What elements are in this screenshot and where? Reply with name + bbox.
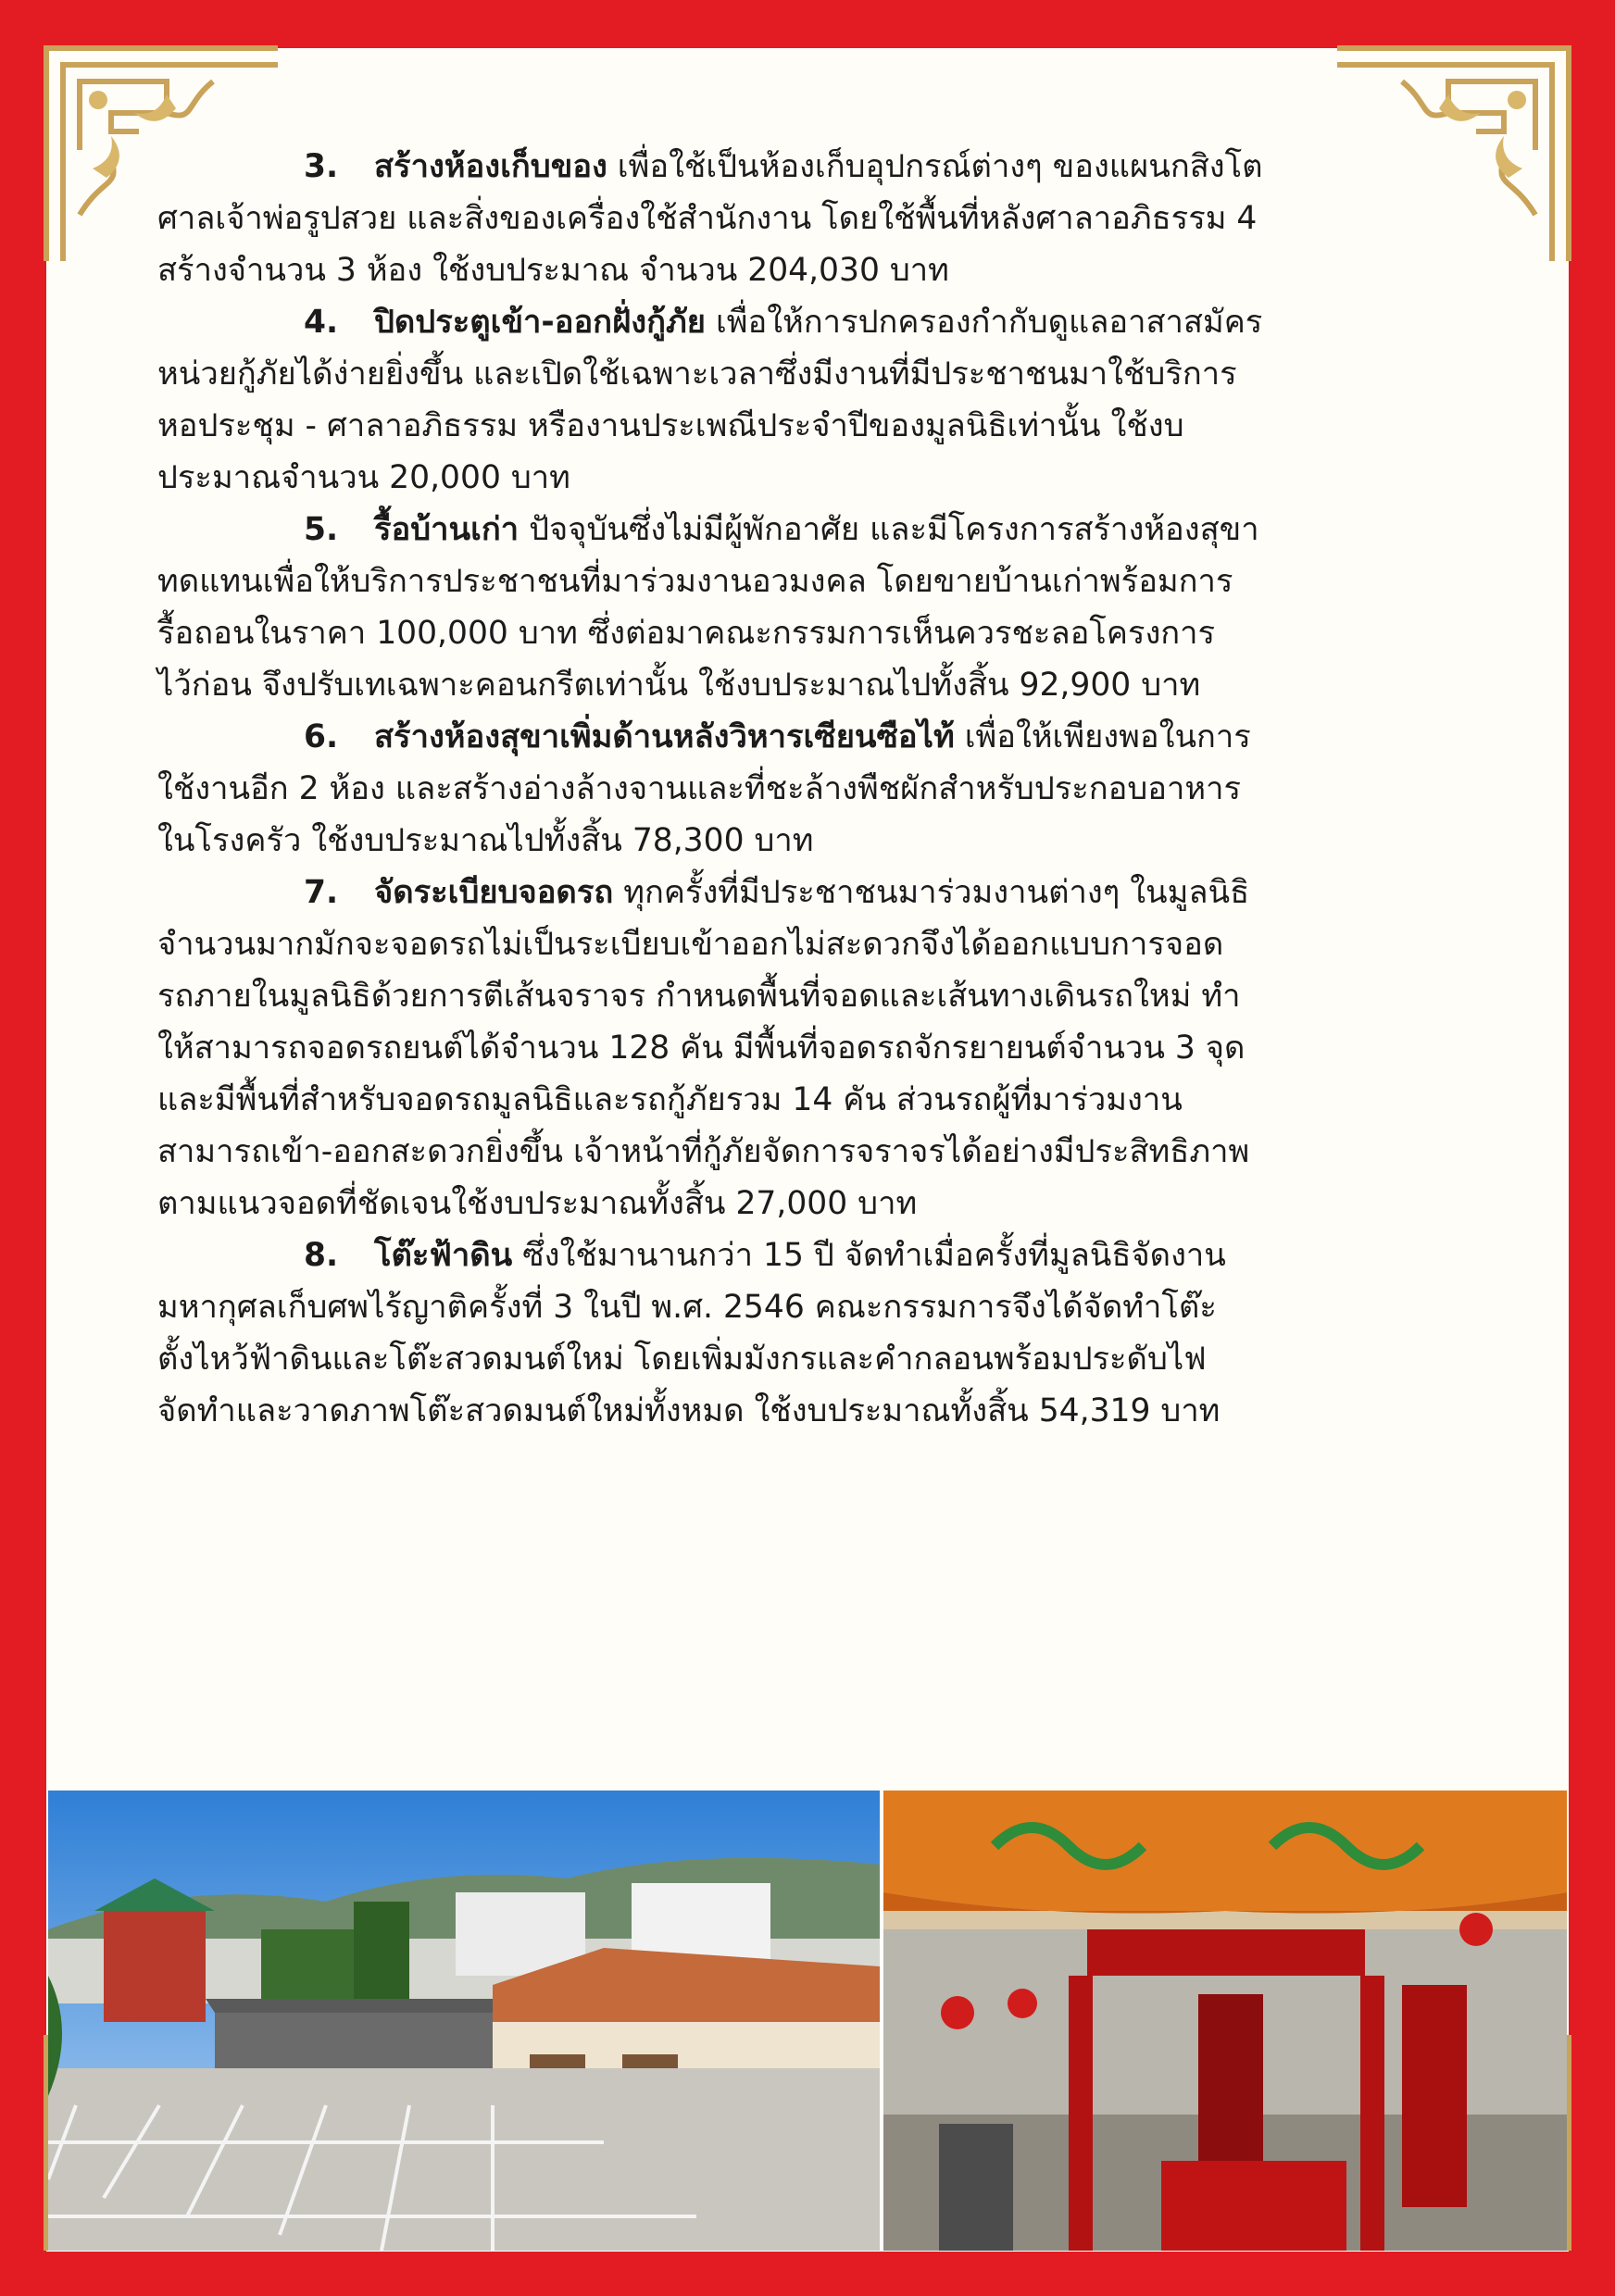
line-text: หอประชุม - ศาลาอภิธรรม หรืองานประเพณีประจำปีของมูลนิธิเท่านั้น ใช้งบ	[157, 407, 1184, 444]
line-text: รถภายในมูลนิธิด้วยการตีเส้นจราจร กำหนดพื้นที่จอดและเส้นทางเดินรถใหม่ ทำ	[157, 978, 1241, 1015]
line-text: ให้สามารถจอดรถยนต์ได้จำนวน 128 คัน มีพื้นที่จอดรถจักรยายนต์จำนวน 3 จุด	[157, 1029, 1246, 1067]
line-text: เพื่อใช้เป็นห้องเก็บอุปกรณ์ต่างๆ ของแผนกสิงโต	[607, 148, 1263, 185]
paragraph-line	[157, 867, 1458, 918]
line-text: ศาลเจ้าพ่อรูปสวย และสิ่งของเครื่องใช้สำนักงาน โดยใช้พื้นที่หลังศาลาอภิธรรม 4	[157, 200, 1258, 237]
line-text: รื้อถอนในราคา 100,000 บาท ซึ่งต่อมาคณะกรรมการเห็นควรชะลอโครงการ	[157, 615, 1216, 652]
paragraph-line	[157, 555, 1458, 607]
paragraph-line	[157, 607, 1458, 659]
item-heading: โต๊ะฟ้าดิน	[374, 1237, 513, 1274]
paragraph-line	[157, 763, 1458, 815]
paragraph-line	[157, 1022, 1458, 1074]
paragraph-line	[157, 141, 1458, 193]
paragraph-line	[157, 815, 1458, 867]
item-number: 3.	[304, 148, 339, 185]
paragraph-line	[157, 1074, 1458, 1126]
paragraph-line	[157, 504, 1458, 555]
parking-lot-photo	[48, 1791, 880, 2251]
line-text: ทดแทนเพื่อให้บริการประชาชนที่มาร่วมงานอวมงคล โดยขายบ้านเก่าพร้อมการ	[157, 563, 1233, 600]
item-paragraph	[157, 867, 1458, 1229]
paragraph-line	[157, 1385, 1458, 1437]
line-text: หน่วยกู้ภัยได้ง่ายยิ่งขึ้น และเปิดใช้เฉพาะเวลาซึ่งมีงานที่มีประชาชนมาใช้บริการ	[157, 356, 1237, 393]
paragraph-line	[157, 918, 1458, 970]
line-text: มหากุศลเก็บศพไร้ญาติครั้งที่ 3 ในปี พ.ศ. 2546 คณะกรรมการจึงได้จัดทำโต๊ะ	[157, 1289, 1217, 1326]
paragraph-line	[157, 296, 1458, 348]
line-text: เพื่อให้เพียงพอในการ	[954, 718, 1251, 755]
item-heading: จัดระเบียบจอดรถ	[374, 874, 614, 911]
line-text: ทุกครั้งที่มีประชาชนมาร่วมงานต่างๆ ในมูลนิธิ	[613, 874, 1250, 911]
paragraph-line	[157, 1333, 1458, 1385]
article-body	[157, 141, 1458, 1437]
photo-strip	[48, 1791, 1567, 2251]
paragraph-line	[157, 1178, 1458, 1229]
item-paragraph	[157, 1229, 1458, 1437]
line-text: ใช้งานอีก 2 ห้อง และสร้างอ่างล้างจานและที่ชะล้างพืชผักสำหรับประกอบอาหาร	[157, 770, 1242, 807]
paragraph-line	[157, 348, 1458, 400]
item-heading: สร้างห้องเก็บของ	[374, 148, 607, 185]
paragraph-line	[157, 970, 1458, 1022]
line-text: สามารถเข้า-ออกสะดวกยิ่งขึ้น เจ้าหน้าที่กู้ภัยจัดการจราจรได้อย่างมีประสิทธิภาพ	[157, 1133, 1250, 1170]
item-number: 6.	[304, 718, 339, 755]
altar-table-photo	[883, 1791, 1567, 2251]
line-text: ในโรงครัว ใช้งบประมาณไปทั้งสิ้น 78,300 บาท	[157, 822, 814, 859]
item-number: 4.	[304, 304, 339, 341]
paragraph-line	[157, 400, 1458, 452]
line-text: ตั้งไหว้ฟ้าดินและโต๊ะสวดมนต์ใหม่ โดยเพิ่มมังกรและคำกลอนพร้อมประดับไฟ	[157, 1341, 1207, 1378]
line-text: สร้างจำนวน 3 ห้อง ใช้งบประมาณ จำนวน 204,030 บาท	[157, 252, 949, 289]
line-text: ตามแนวจอดที่ชัดเจนใช้งบประมาณทั้งสิ้น 27,000 บาท	[157, 1185, 918, 1222]
paragraph-line	[157, 711, 1458, 763]
line-text: จำนวนมากมักจะจอดรถไม่เป็นระเบียบเข้าออกไม่สะดวกจึงได้ออกแบบการจอด	[157, 926, 1224, 963]
paragraph-line	[157, 1126, 1458, 1178]
item-paragraph	[157, 296, 1458, 504]
paragraph-line	[157, 244, 1458, 296]
paragraph-line	[157, 1281, 1458, 1333]
item-number: 7.	[304, 874, 339, 911]
item-number: 5.	[304, 511, 339, 548]
item-paragraph	[157, 504, 1458, 711]
item-number: 8.	[304, 1237, 339, 1274]
line-text: และมีพื้นที่สำหรับจอดรถมูลนิธิและรถกู้ภัยรวม 14 คัน ส่วนรถผู้ที่มาร่วมงาน	[157, 1081, 1183, 1118]
item-paragraph	[157, 141, 1458, 296]
paragraph-line	[157, 659, 1458, 711]
line-text: เพื่อให้การปกครองกำกับดูแลอาสาสมัคร	[705, 304, 1263, 341]
line-text: ไว้ก่อน จึงปรับเทเฉพาะคอนกรีตเท่านั้น ใช้งบประมาณไปทั้งสิ้น 92,900 บาท	[157, 667, 1201, 704]
paragraph-line	[157, 193, 1458, 244]
line-text: จัดทำและวาดภาพโต๊ะสวดมนต์ใหม่ทั้งหมด ใช้งบประมาณทั้งสิ้น 54,319 บาท	[157, 1392, 1221, 1429]
paragraph-line	[157, 1229, 1458, 1281]
item-paragraph	[157, 711, 1458, 867]
item-heading: สร้างห้องสุขาเพิ่มด้านหลังวิหารเซียนซือไท้	[374, 718, 955, 755]
paragraph-line	[157, 452, 1458, 504]
line-text: ซึ่งใช้มานานกว่า 15 ปี จัดทำเมื่อครั้งที่มูลนิธิจัดงาน	[512, 1237, 1226, 1274]
item-heading: ปิดประตูเข้า-ออกฝั่งกู้ภัย	[374, 304, 706, 341]
line-text: ปัจจุบันซึ่งไม่มีผู้พักอาศัย และมีโครงการสร้างห้องสุขา	[519, 511, 1259, 548]
line-text: ประมาณจำนวน 20,000 บาท	[157, 459, 570, 496]
item-heading: รื้อบ้านเก่า	[374, 511, 520, 548]
